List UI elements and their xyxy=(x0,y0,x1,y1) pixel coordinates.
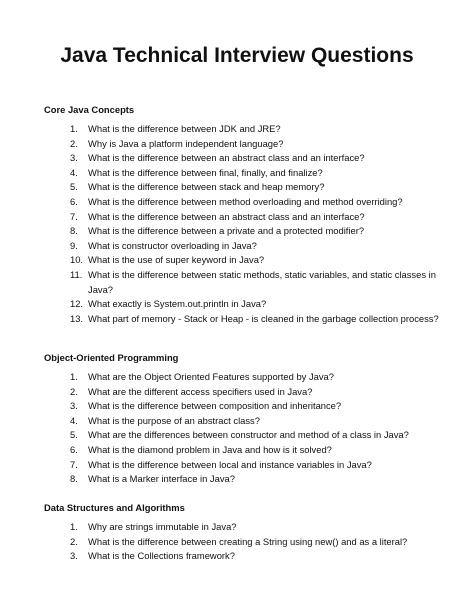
item-text: What is the difference between JDK and JRE? xyxy=(88,123,281,134)
item-text: What is the difference between final, finally, and finalize? xyxy=(88,166,323,178)
item-text: What is the difference between static methods, static variables, and static classes in Java? xyxy=(88,268,436,295)
list-item xyxy=(44,180,444,195)
list-item xyxy=(44,535,444,550)
list-item xyxy=(44,399,444,414)
section-heading-dsa: Data Structures and Algorithms xyxy=(44,502,185,513)
list-item xyxy=(44,297,444,312)
item-text: What is the Collections framework? xyxy=(88,550,235,562)
item-text: What is the difference between composition and inheritance? xyxy=(88,400,342,412)
item-text: What is the difference between an abstract class and an interface? xyxy=(88,152,365,164)
list-item xyxy=(44,520,444,535)
item-text: What is the difference between local and instance variables in Java? xyxy=(88,458,372,470)
item-number: 2. xyxy=(70,385,78,397)
item-number: 13. xyxy=(70,312,84,324)
item-text: What are the Object Oriented Features supported by Java? xyxy=(88,371,334,382)
list-item xyxy=(44,239,444,254)
item-text: What is the use of super keyword in Java? xyxy=(88,254,265,266)
item-number: 1. xyxy=(70,123,78,134)
page-title: Java Technical Interview Questions xyxy=(60,44,414,67)
list-item xyxy=(44,549,444,564)
item-text: Why is Java a platform independent language? xyxy=(88,137,284,149)
list-item xyxy=(44,224,444,239)
item-text: What part of memory - Stack or Heap - is cleaned in the garbage collection process? xyxy=(88,312,439,324)
list-item xyxy=(44,151,444,166)
list-item xyxy=(44,458,444,473)
list-item xyxy=(44,137,444,152)
item-text: What is constructor overloading in Java? xyxy=(88,239,257,251)
item-number: 4. xyxy=(70,166,78,178)
list-item xyxy=(44,166,444,181)
list-item xyxy=(44,443,444,458)
dsa-question-list xyxy=(44,520,444,564)
item-text: Why are strings immutable in Java? xyxy=(88,521,237,532)
item-number: 8. xyxy=(70,225,78,237)
item-number: 11. xyxy=(70,268,83,280)
item-number: 12. xyxy=(70,298,84,310)
item-text: What is the difference between an abstract class and an interface? xyxy=(88,210,365,222)
item-number: 7. xyxy=(70,210,78,222)
item-number: 8. xyxy=(70,473,78,485)
item-number: 4. xyxy=(70,414,78,426)
item-number: 3. xyxy=(70,400,78,412)
item-text: What is the difference between method overloading and method overriding? xyxy=(88,195,403,207)
item-number: 6. xyxy=(70,195,78,207)
item-number: 1. xyxy=(70,521,78,532)
list-item xyxy=(44,195,444,210)
item-number: 7. xyxy=(70,458,78,470)
item-text: What is the purpose of an abstract class? xyxy=(88,414,260,426)
item-number: 3. xyxy=(70,550,78,562)
item-number: 9. xyxy=(70,239,78,251)
list-item xyxy=(44,385,444,400)
list-item xyxy=(44,370,444,385)
item-number: 2. xyxy=(70,137,78,149)
item-number: 6. xyxy=(70,443,78,455)
item-text: What is the difference between creating a String using new() and as a literal? xyxy=(88,535,408,547)
list-item xyxy=(44,268,444,297)
section-heading-oop: Object-Oriented Programming xyxy=(44,352,179,363)
list-item xyxy=(44,414,444,429)
item-text: What are the differences between constructor and method of a class in Java? xyxy=(88,429,409,441)
item-text: What is the diamond problem in Java and how is it solved? xyxy=(88,443,332,455)
core-java-question-list xyxy=(44,122,444,326)
list-item xyxy=(44,210,444,225)
item-number: 5. xyxy=(70,429,78,441)
item-number: 2. xyxy=(70,535,78,547)
item-number: 5. xyxy=(70,181,78,193)
item-text: What exactly is System.out.println in Java? xyxy=(88,298,267,310)
list-item xyxy=(44,253,444,268)
item-text: What is the difference between stack and heap memory? xyxy=(88,181,325,193)
item-text: What are the different access specifiers used in Java? xyxy=(88,385,313,397)
list-item xyxy=(44,472,444,487)
section-heading-core-java: Core Java Concepts xyxy=(44,104,135,115)
item-text: What is the difference between a private and a protected modifier? xyxy=(88,225,365,237)
item-number: 1. xyxy=(70,371,78,382)
list-item xyxy=(44,428,444,443)
list-item xyxy=(44,312,444,327)
item-number: 3. xyxy=(70,152,78,164)
list-item xyxy=(44,122,444,137)
oop-question-list xyxy=(44,370,444,487)
item-text: What is a Marker interface in Java? xyxy=(88,473,235,485)
item-number: 10. xyxy=(70,254,84,266)
